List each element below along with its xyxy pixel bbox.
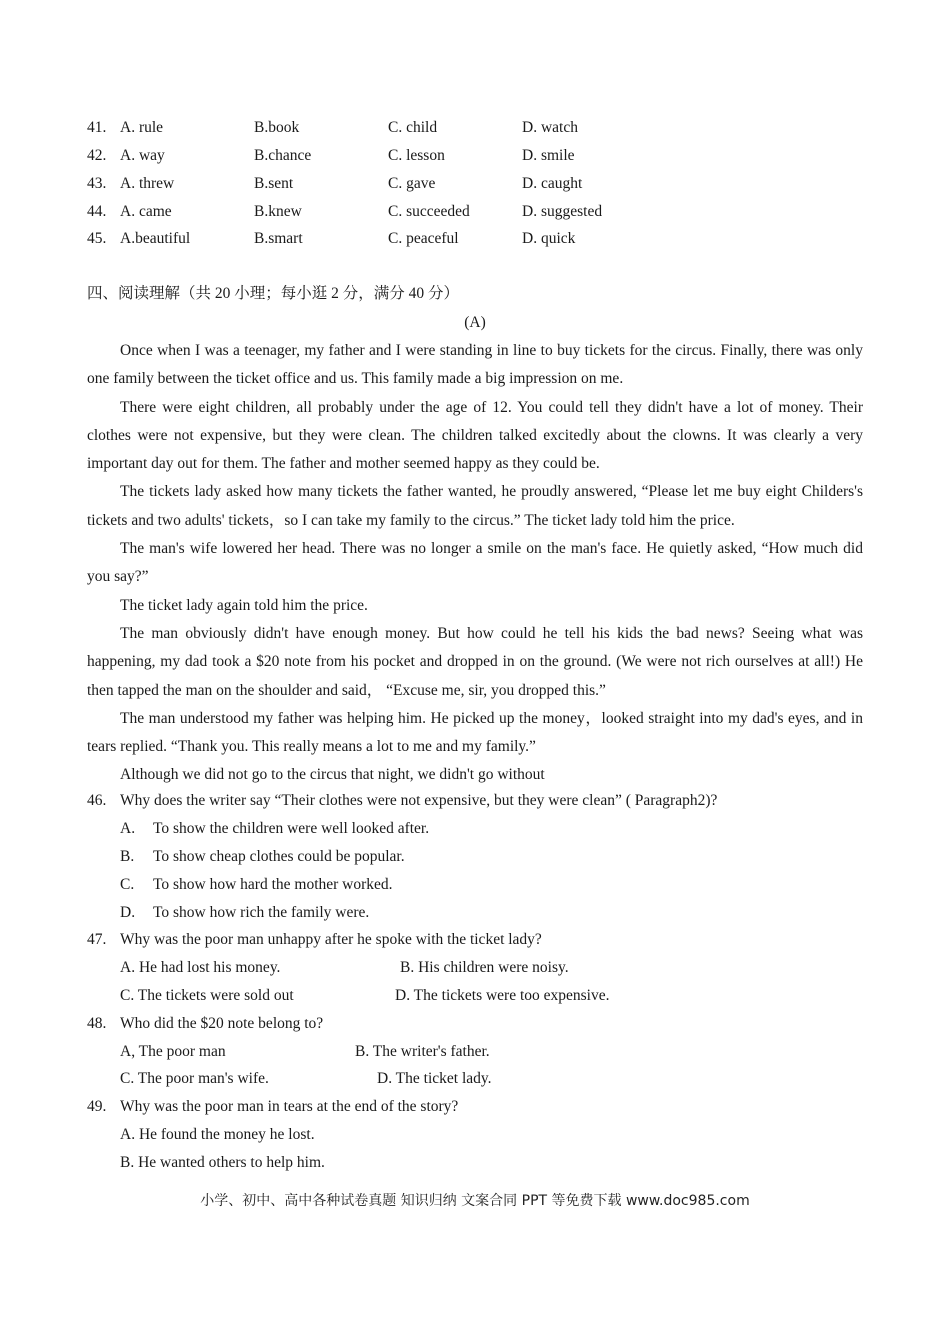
- option-d: D. suggested: [522, 203, 603, 220]
- option-c: C. peaceful: [388, 230, 459, 247]
- question-number: 48.: [87, 1015, 107, 1032]
- answer-choice: A. He found the money he lost.: [120, 1126, 315, 1143]
- passage-paragraph: Although we did not go to the circus that night, we didn't go without: [120, 766, 545, 784]
- question-text: Why was the poor man in tears at the end of the story?: [120, 1098, 459, 1115]
- option-d: D. caught: [522, 175, 583, 192]
- question-text: Why does the writer say “Their clothes were not expensive, but they were clean” ( Paragraph2)?: [120, 792, 718, 809]
- question-text: Why was the poor man unhappy after he spoke with the ticket lady?: [120, 931, 542, 948]
- choice-letter: B.: [120, 848, 135, 865]
- question-number: 49.: [87, 1098, 107, 1115]
- answer-choice: B. He wanted others to help him.: [120, 1154, 325, 1171]
- option-c: C. gave: [388, 175, 436, 192]
- option-b: B.knew: [254, 203, 302, 220]
- option-d: D. watch: [522, 119, 578, 136]
- choice-letter: C.: [120, 876, 135, 893]
- option-c: C. succeeded: [388, 203, 470, 220]
- answer-choice: D. The tickets were too expensive.: [395, 987, 610, 1004]
- question-number: 44.: [87, 203, 107, 220]
- choice-letter: D.: [120, 904, 136, 921]
- passage-label: (A): [464, 314, 486, 331]
- passage-paragraph: The man's wife lowered her head. There was no longer a smile on the man's face. He quietly asked, “How much did you say?”: [87, 540, 863, 586]
- choice-text: To show the children were well looked after.: [153, 820, 430, 837]
- answer-choice: B. His children were noisy.: [400, 959, 569, 976]
- option-b: B.book: [254, 119, 300, 136]
- reading-passage: [87, 337, 863, 790]
- passage-paragraph: There were eight children, all probably under the age of 12. You could tell they didn't have a lot of money. Their clothes were not expensive, but they were clean. The children talked excitedly about the clowns. It was clearly a very important day out for them. The father and mother seemed happy as they could be.: [87, 398, 863, 473]
- page-footer: 小学、初中、高中各种试卷真题 知识归纳 文案合同 PPT 等免费下载 www.doc985.com: [200, 1193, 750, 1209]
- answer-choice: C. The tickets were sold out: [120, 987, 294, 1004]
- option-a: A. way: [120, 147, 165, 164]
- question-number: 41.: [87, 119, 107, 136]
- option-a: A. came: [120, 203, 172, 220]
- option-d: D. quick: [522, 230, 576, 247]
- passage-paragraph: The man obviously didn't have enough money. But how could he tell his kids the bad news? Seeing what was happening, my dad took a $20 note from his pocket and dropped in on the ground. (We were not rich ourselves at all!) He then tapped the man on the shoulder and said， “Excuse me, sir, you dropped this.”: [87, 624, 863, 699]
- choice-text: To show how rich the family were.: [153, 904, 370, 921]
- section-heading: 四、阅读理解（共 20 小理；每小逛 2 分，满分 40 分）: [87, 285, 460, 302]
- question-number: 47.: [87, 931, 107, 948]
- answer-choice: B. The writer's father.: [355, 1043, 490, 1060]
- option-c: C. child: [388, 119, 438, 136]
- option-a: A. rule: [120, 119, 164, 136]
- option-c: C. lesson: [388, 147, 445, 164]
- question-number: 45.: [87, 230, 107, 247]
- option-a: A.beautiful: [120, 230, 191, 247]
- passage-paragraph: The man understood my father was helping him. He picked up the money，looked straight into my dad's eyes, and in tears replied. “Thank you. This really means a lot to me and my family.”: [87, 709, 863, 756]
- passage-paragraph: Once when I was a teenager, my father and I were standing in line to buy tickets for the circus. Finally, there was only one family between the ticket office and us. This family made a big impression on me.: [87, 342, 863, 388]
- answer-choice: C. The poor man's wife.: [120, 1070, 269, 1087]
- question-number: 42.: [87, 147, 107, 164]
- passage-paragraph: The ticket lady again told him the price.: [120, 596, 368, 614]
- option-d: D. smile: [522, 147, 575, 164]
- question-number: 46.: [87, 792, 107, 809]
- choice-letter: A.: [120, 820, 136, 837]
- question-number: 43.: [87, 175, 107, 192]
- choice-text: To show cheap clothes could be popular.: [153, 848, 405, 865]
- answer-choice: A, The poor man: [120, 1043, 226, 1060]
- question-text: Who did the $20 note belong to?: [120, 1015, 324, 1032]
- option-b: B.smart: [254, 230, 303, 247]
- answer-choice: D. The ticket lady.: [377, 1070, 492, 1087]
- choice-text: To show how hard the mother worked.: [153, 876, 393, 893]
- option-b: B.sent: [254, 175, 294, 192]
- answer-choice: A. He had lost his money.: [120, 959, 281, 976]
- option-b: B.chance: [254, 147, 312, 164]
- passage-paragraph: The tickets lady asked how many tickets the father wanted, he proudly answered, “Please let me buy eight Childers's tickets and two adults' tickets，so I can take my family to the circus.” The ticket lady told him the price.: [87, 483, 863, 529]
- option-a: A. threw: [120, 175, 175, 192]
